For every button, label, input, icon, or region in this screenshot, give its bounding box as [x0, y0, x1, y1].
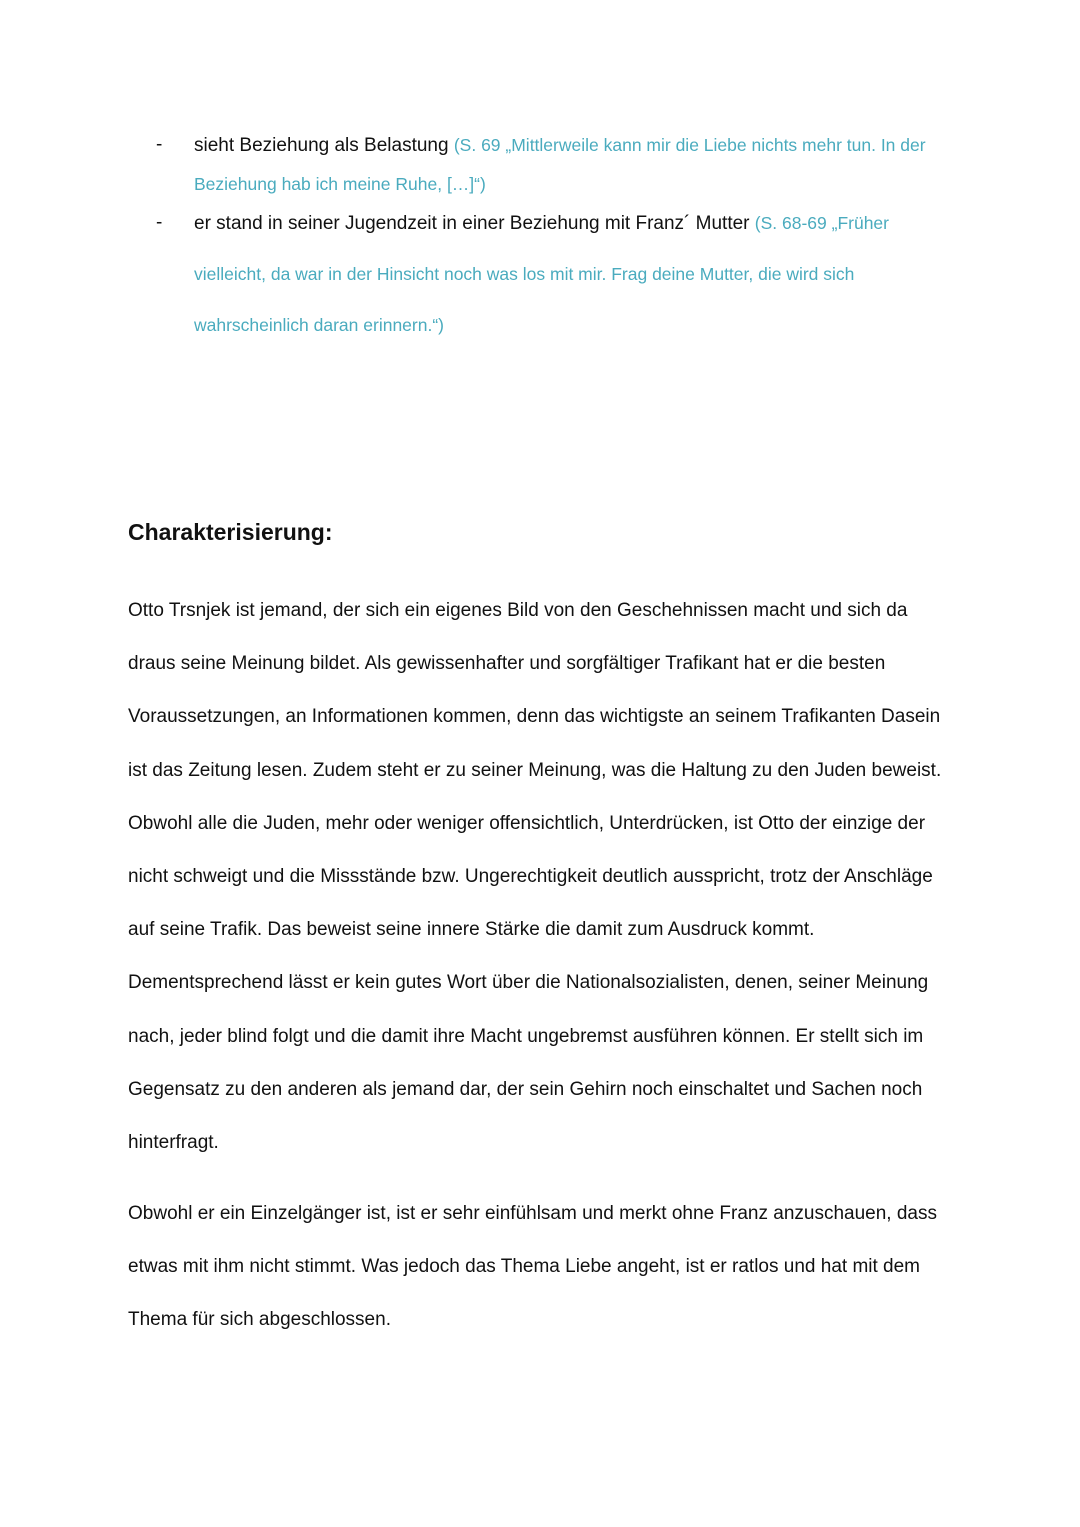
bullet-marker: -: [156, 212, 163, 233]
bullet-text: sieht Beziehung als Belastung: [194, 135, 449, 156]
bullet-quote: (S. 69 „Mittlerweile kann mir die Liebe nichts mehr tun. In der Beziehung hab ich meine Ruhe, […]“): [194, 135, 926, 194]
bullet-item: [156, 198, 956, 351]
bullet-list: [156, 126, 956, 351]
paragraph: Otto Trsnjek ist jemand, der sich ein eigenes Bild von den Geschehnissen macht und sich da draus seine Meinung bildet. Als gewissenhafter und sorgfältiger Trafikant hat er die besten Voraussetzungen, an Informationen kommen, denn das wichtigste an seinem Trafikanten Dasein ist das Zeitung lesen. Zudem steht er zu seiner Meinung, was die Haltung zu den Juden beweist. Obwohl alle die Juden, mehr oder weniger offensichtlich, Unterdrücken, ist Otto der einzige der nicht schweigt und die Missstände bzw. Ungerechtigkeit deutlich ausspricht, trotz der Anschläge auf seine Trafik. Das beweist seine innere Stärke die damit zum Ausdruck kommt. Dementsprechend lässt er kein gutes Wort über die Nationalsozialisten, denen, seiner Meinung nach, jeder blind folgt und die damit ihre Macht ungebremst ausführen können. Er stellt sich im Gegensatz zu den anderen als jemand dar, der sein Gehirn noch einschaltet und Sachen noch hinterfragt.: [128, 600, 942, 1154]
bullet-quote: (S. 68-69 „Früher vielleicht, da war in der Hinsicht noch was los mit mir. Frag deine Mutter, die wird sich wahrscheinlich daran erinnern.“): [194, 213, 889, 335]
bullet-text: er stand in seiner Jugendzeit in einer Beziehung mit Franz´ Mutter: [194, 213, 750, 234]
bullet-marker: -: [156, 134, 163, 155]
paragraph: Obwohl er ein Einzelgänger ist, ist er sehr einfühlsam und merkt ohne Franz anzuschauen, dass etwas mit ihm nicht stimmt. Was jedoch das Thema Liebe angeht, ist er ratlos und hat mit dem Thema für sich abgeschlossen.: [128, 1203, 937, 1331]
section-heading: Charakterisierung:: [128, 519, 333, 545]
bullet-item: [156, 126, 956, 204]
